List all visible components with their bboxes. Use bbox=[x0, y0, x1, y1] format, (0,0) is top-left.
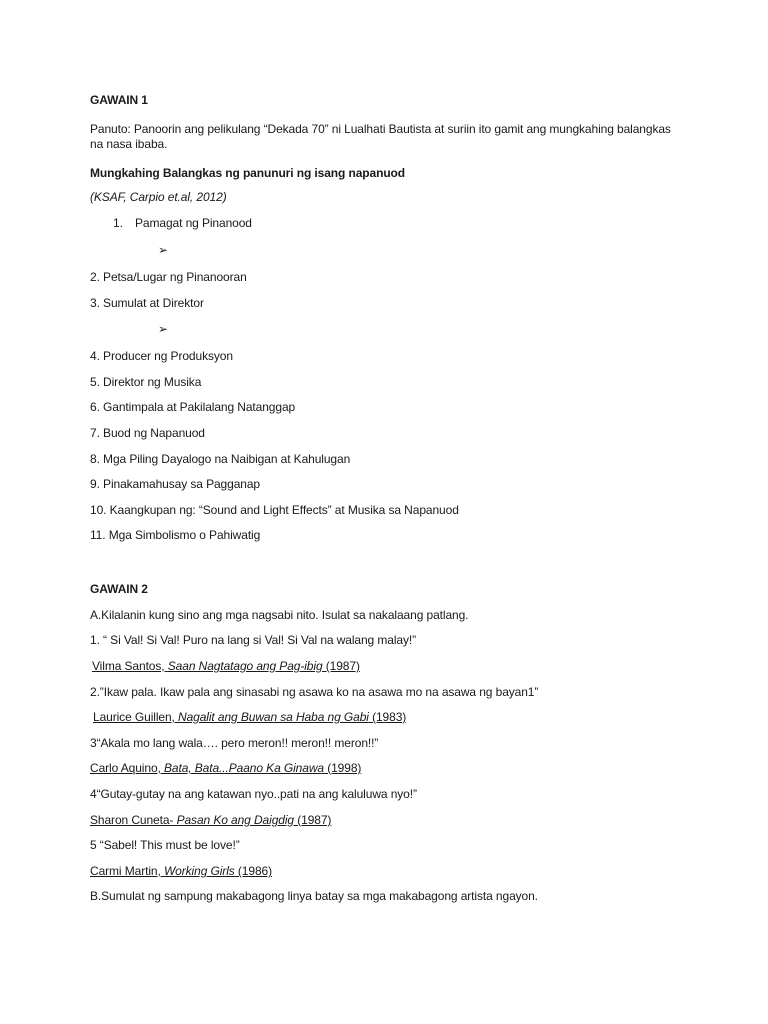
outline-item-8: 8. Mga Piling Dayalogo na Naibigan at Kahulugan bbox=[90, 452, 351, 466]
gawain1-title: GAWAIN 1 bbox=[90, 93, 148, 107]
outline-item-4: 4. Producer ng Produksyon bbox=[90, 349, 233, 363]
gawain2-title: GAWAIN 2 bbox=[90, 582, 148, 596]
arrow-bullet-icon: ➢ bbox=[158, 322, 169, 336]
answer-5 bbox=[90, 864, 272, 879]
answer-film: Bata, Bata...Paano Ka Ginawa bbox=[163, 761, 324, 775]
answer-year: (1987) bbox=[322, 659, 360, 673]
outline-item-7: 7. Buod ng Napanuod bbox=[90, 426, 205, 440]
instruction-a: A.Kilalanin kung sino ang mga nagsabi nito. Isulat sa nakalaang patlang. bbox=[90, 608, 469, 622]
answer-actor: Carmi Martin, bbox=[90, 864, 164, 878]
answer-film: Working Girls bbox=[163, 864, 235, 878]
outline-item-9: 9. Pinakamahusay sa Pagganap bbox=[90, 477, 260, 491]
answer-film: Nagalit ang Buwan sa Haba ng Gabi bbox=[178, 710, 369, 724]
answer-year: (1987) bbox=[293, 813, 332, 827]
answer-film: Pasan Ko ang Daigdig bbox=[176, 813, 294, 827]
quote-1: 1. “ Si Val! Si Val! Puro na lang si Val! Si Val na walang malay!” bbox=[90, 633, 417, 647]
answer-year: (1998) bbox=[323, 761, 362, 775]
answer-year: (1986) bbox=[234, 864, 272, 878]
answer-2 bbox=[93, 710, 406, 725]
answer-4 bbox=[90, 813, 331, 828]
outline-title: Mungkahing Balangkas ng panunuri ng isang napanuod bbox=[90, 166, 406, 180]
outline-item-2: 2. Petsa/Lugar ng Pinanooran bbox=[90, 270, 247, 284]
answer-actor: Vilma Santos, bbox=[92, 659, 168, 673]
outline-item-1 bbox=[113, 216, 252, 231]
outline-item-11: 11. Mga Simbolismo o Pahiwatig bbox=[90, 528, 261, 542]
outline-item-6: 6. Gantimpala at Pakilalang Natanggap bbox=[90, 400, 296, 414]
answer-3 bbox=[90, 761, 361, 776]
answer-actor: Laurice Guillen, bbox=[93, 710, 179, 724]
quote-3: 3“Akala mo lang wala…. pero meron!! meron!! meron!!” bbox=[90, 736, 379, 750]
quote-2: 2.”Ikaw pala. Ikaw pala ang sinasabi ng asawa ko na asawa mo na asawa ng bayan1” bbox=[90, 685, 539, 699]
instruction-b: B.Sumulat ng sampung makabagong linya batay sa mga makabagong artista ngayon. bbox=[90, 889, 538, 903]
outline-item-1-text: Pamagat ng Pinanood bbox=[135, 216, 252, 230]
quote-4: 4“Gutay-gutay na ang katawan nyo..pati na ang kaluluwa nyo!” bbox=[90, 787, 417, 801]
quote-5: 5 “Sabel! This must be love!” bbox=[90, 838, 240, 852]
arrow-bullet-icon: ➢ bbox=[158, 243, 169, 257]
answer-film: Saan Nagtatago ang Pag-ibig bbox=[167, 659, 323, 673]
gawain1-instructions: Panuto: Panoorin ang pelikulang “Dekada 70” ni Lualhati Bautista at suriin ito gamit ang mungkahing balangkas na nasa ibaba. bbox=[90, 122, 671, 151]
answer-actor: Sharon Cuneta- bbox=[90, 813, 177, 827]
answer-actor: Carlo Aquino, bbox=[90, 761, 164, 775]
outline-item-5: 5. Direktor ng Musika bbox=[90, 375, 202, 389]
answer-1 bbox=[92, 659, 360, 674]
outline-item-3: 3. Sumulat at Direktor bbox=[90, 296, 204, 310]
citation: (KSAF, Carpio et.al, 2012) bbox=[90, 190, 227, 204]
answer-year: (1983) bbox=[368, 710, 407, 724]
outline-item-10: 10. Kaangkupan ng: “Sound and Light Effects” at Musika sa Napanuod bbox=[90, 503, 459, 517]
outline-item-1-number: 1. bbox=[113, 216, 123, 230]
